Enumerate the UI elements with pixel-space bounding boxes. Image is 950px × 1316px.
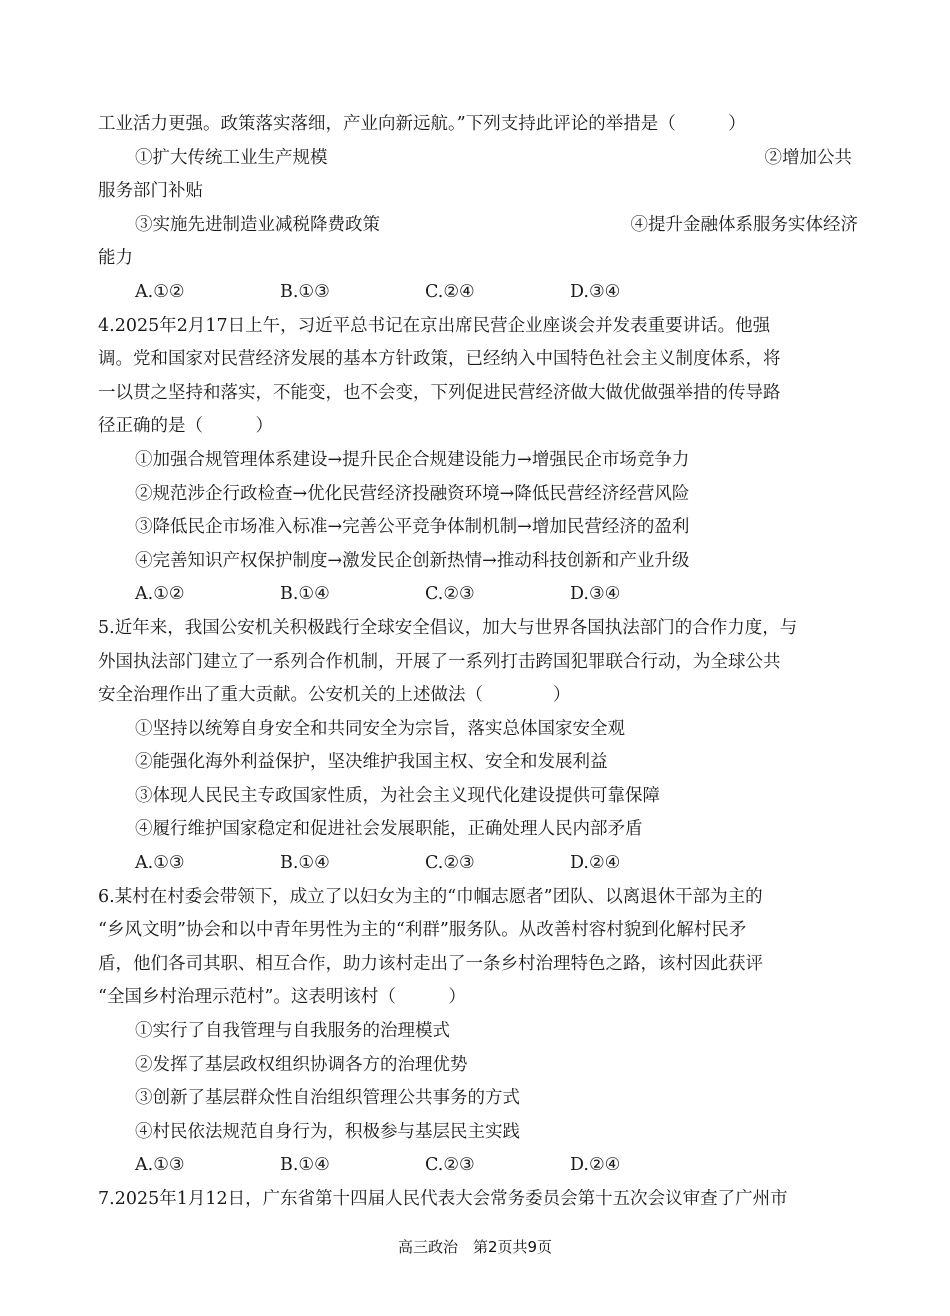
page-content (98, 108, 858, 1217)
q4-choice-a: A.①② (135, 584, 185, 605)
q3-option-4-start: ④提升金融体系服务实体经济 (630, 214, 858, 235)
q5-option-3: ③体现人民民主专政国家性质，为社会主义现代化建设提供可靠保障 (135, 785, 660, 806)
q3-options-row-1 (98, 142, 858, 176)
q5-choice-c: C.②③ (425, 853, 475, 874)
q4-choice-c: C.②③ (425, 584, 475, 605)
q4-choice-d: D.③④ (570, 584, 621, 605)
q6-choice-c: C.②③ (425, 1155, 475, 1176)
q3-options-row-2 (98, 209, 858, 243)
q5-stem-line-1: 5.近年来，我国公安机关积极践行全球安全倡议，加大与世界各国执法部门的合作力度，与 (98, 617, 798, 638)
q5-choices (98, 847, 858, 881)
q5-choice-a: A.①③ (135, 853, 185, 874)
q3-choices (98, 276, 858, 310)
q7-stem-line-1: 7.2025年1月12日，广东省第十四届人民代表大会常务委员会第十五次会议审查了广州市 (98, 1189, 788, 1209)
q4-stem-line-2: 调。党和国家对民营经济发展的基本方针政策，已经纳入中国特色社会主义制度体系，将 (98, 349, 781, 370)
q4-option-4: ④完善知识产权保护制度→激发民企创新热情→推动科技创新和产业升级 (135, 550, 690, 571)
q6-option-2: ②发挥了基层政权组织协调各方的治理优势 (135, 1054, 468, 1075)
q5-option-1: ①坚持以统筹自身安全和共同安全为宗旨，落实总体国家安全观 (135, 718, 625, 739)
q6-stem-line-1: 6.某村在村委会带领下，成立了以妇女为主的“巾帼志愿者”团队、以离退休干部为主的 (98, 886, 763, 907)
q5-choice-d: D.②④ (570, 853, 621, 874)
q4-stem-line-3: 一以贯之坚持和落实，不能变，也不会变，下列促进民营经济做大做优做强举措的传导路 (98, 382, 781, 403)
q3-option-1: ①扩大传统工业生产规模 (135, 147, 328, 168)
q4-choice-b: B.①④ (280, 584, 330, 605)
q3-choice-b: B.①③ (280, 281, 330, 302)
q3-choice-a: A.①② (135, 281, 185, 302)
q6-choice-a: A.①③ (135, 1155, 185, 1176)
q3-option-3: ③实施先进制造业减税降费政策 (135, 214, 380, 235)
q6-option-3: ③创新了基层群众性自治组织管理公共事务的方式 (135, 1088, 520, 1109)
q4-option-3: ③降低民企市场准入标准→完善公平竞争体制机制→增加民营经济的盈利 (135, 517, 690, 538)
q4-choices (98, 578, 858, 612)
q6-option-4: ④村民依法规范自身行为，积极参与基层民主实践 (135, 1121, 520, 1142)
q6-choice-b: B.①④ (280, 1155, 330, 1176)
q3-choice-d: D.③④ (570, 281, 621, 302)
q6-stem-line-3: 盾，他们各司其职、相互合作，助力该村走出了一条乡村治理特色之路，该村因此获评 (98, 953, 763, 974)
q5-option-4: ④履行维护国家稳定和促进社会发展职能，正确处理人民内部矛盾 (135, 819, 643, 840)
q5-stem-line-2: 外国执法部门建立了一系列合作机制，开展了一系列打击跨国犯罪联合行动，为全球公共 (98, 651, 781, 672)
q4-option-2: ②规范涉企行政检查→优化民营经济投融资环境→降低民营经济经营风险 (135, 483, 690, 504)
q4-stem-line-4: 径正确的是（ ） (98, 416, 273, 437)
q5-option-2: ②能强化海外利益保护，坚决维护我国主权、安全和发展利益 (135, 752, 608, 773)
q5-choice-b: B.①④ (280, 853, 330, 874)
q4-option-1: ①加强合规管理体系建设→提升民企合规建设能力→增强民企市场竞争力 (135, 449, 690, 470)
q6-option-1: ①实行了自我管理与自我服务的治理模式 (135, 1021, 450, 1042)
q3-option-2-end: 服务部门补贴 (98, 181, 203, 202)
q6-choices (98, 1149, 858, 1183)
q4-stem-line-1: 4.2025年2月17日上午，习近平总书记在京出席民营企业座谈会并发表重要讲话。他强 (98, 315, 771, 336)
q3-option-2-start: ②增加公共 (764, 147, 852, 168)
q5-stem-line-3: 安全治理作出了重大贡献。公安机关的上述做法（ ） (98, 685, 571, 706)
q3-choice-c: C.②④ (425, 281, 475, 302)
q6-choice-d: D.②④ (570, 1155, 621, 1176)
q3-stem-end: 工业活力更强。政策落实落细，产业向新远航。”下列支持此评论的举措是（ ） (98, 114, 746, 134)
q3-option-4-end: 能力 (98, 248, 133, 269)
q6-stem-line-2: “乡风文明”协会和以中青年男性为主的“利群”服务队。从改善村容村貌到化解村民矛 (98, 920, 747, 941)
page-footer: 高三政治 第2页共9页 (397, 1238, 553, 1256)
q6-stem-line-4: “全国乡村治理示范村”。这表明该村（ ） (98, 987, 466, 1008)
